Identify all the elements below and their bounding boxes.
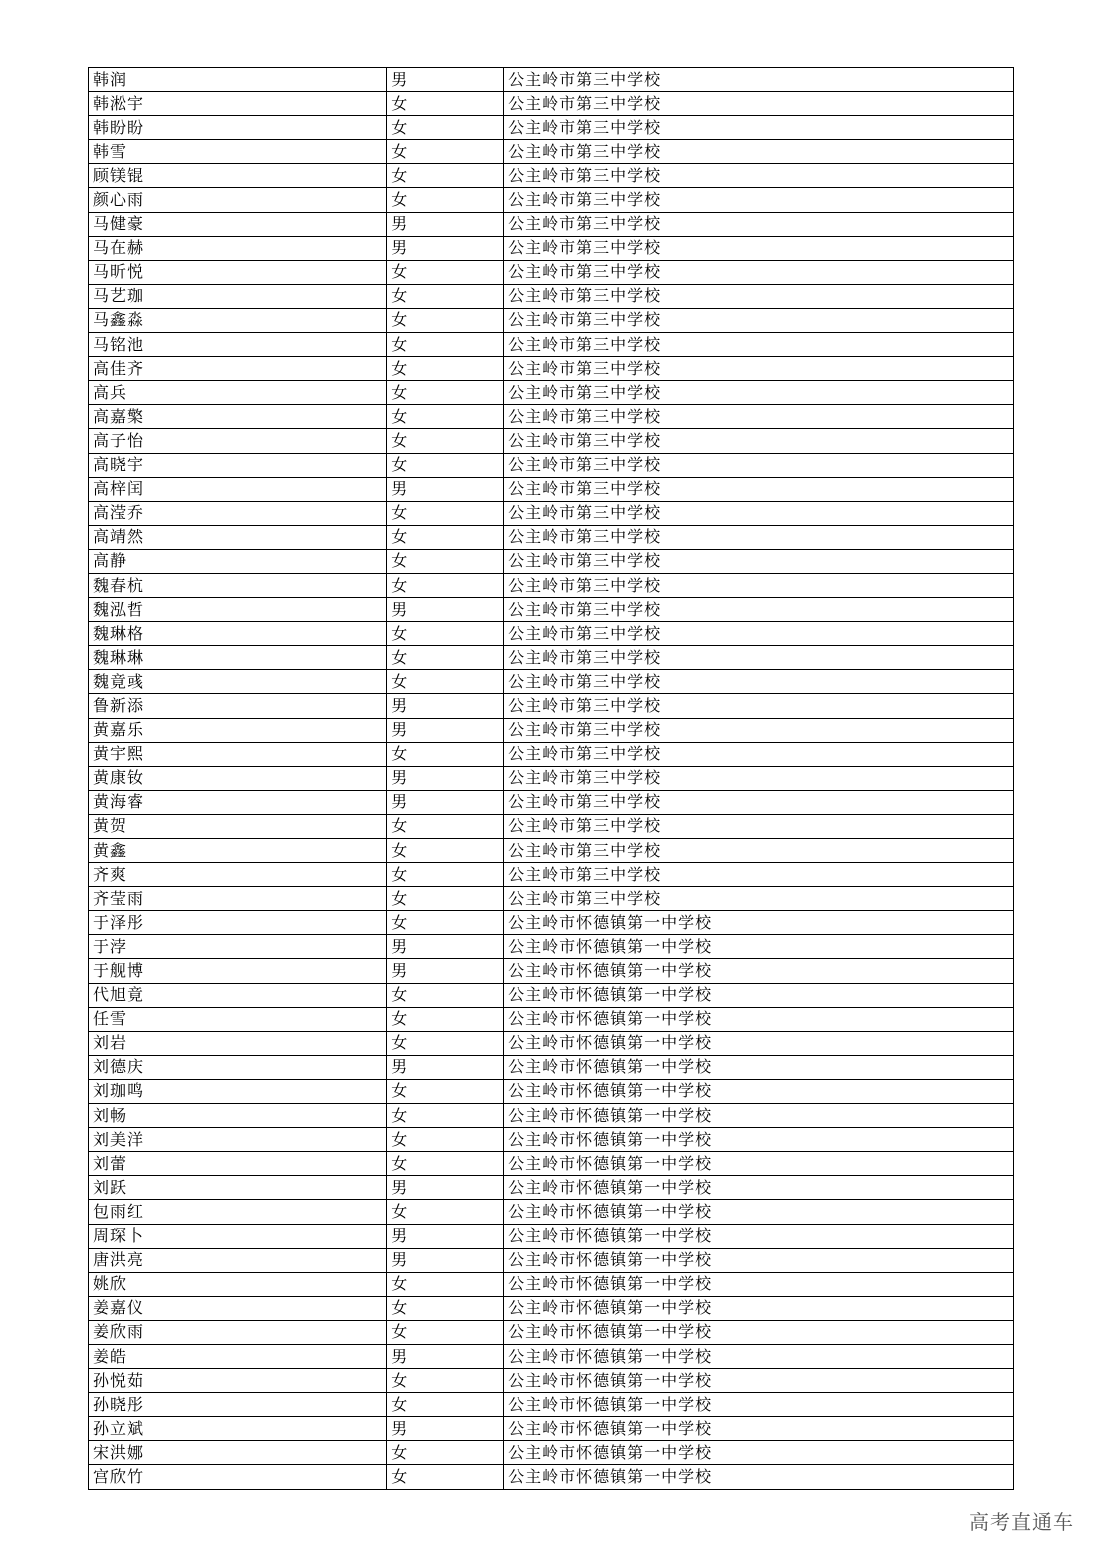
student-name-cell: 颜心雨 (89, 188, 387, 212)
gender-cell: 女 (387, 501, 504, 525)
table-row (89, 983, 1014, 1007)
table-row (89, 1465, 1014, 1489)
table-row (89, 887, 1014, 911)
student-name-cell: 姚欣 (89, 1272, 387, 1296)
gender-cell: 女 (387, 116, 504, 140)
table-row (89, 1128, 1014, 1152)
gender-cell: 女 (387, 911, 504, 935)
table-row (89, 549, 1014, 573)
gender-cell: 女 (387, 188, 504, 212)
school-cell: 公主岭市怀德镇第一中学校 (504, 1320, 1014, 1344)
school-cell: 公主岭市怀德镇第一中学校 (504, 1344, 1014, 1368)
table-row (89, 140, 1014, 164)
school-cell: 公主岭市第三中学校 (504, 92, 1014, 116)
school-cell: 公主岭市第三中学校 (504, 357, 1014, 381)
school-cell: 公主岭市怀德镇第一中学校 (504, 1200, 1014, 1224)
watermark: 高考直通车 (969, 1510, 1074, 1534)
gender-cell: 男 (387, 68, 504, 92)
table-row (89, 501, 1014, 525)
table-row (89, 1320, 1014, 1344)
school-cell: 公主岭市怀德镇第一中学校 (504, 1272, 1014, 1296)
gender-cell: 女 (387, 1296, 504, 1320)
table-row (89, 1031, 1014, 1055)
gender-cell: 女 (387, 1369, 504, 1393)
gender-cell: 女 (387, 1393, 504, 1417)
gender-cell: 女 (387, 1031, 504, 1055)
school-cell: 公主岭市第三中学校 (504, 501, 1014, 525)
school-cell: 公主岭市怀德镇第一中学校 (504, 1465, 1014, 1489)
school-cell: 公主岭市第三中学校 (504, 549, 1014, 573)
table-row (89, 863, 1014, 887)
school-cell: 公主岭市第三中学校 (504, 573, 1014, 597)
school-cell: 公主岭市第三中学校 (504, 839, 1014, 863)
gender-cell: 女 (387, 839, 504, 863)
student-name-cell: 马健豪 (89, 212, 387, 236)
student-name-cell: 高兵 (89, 381, 387, 405)
school-cell: 公主岭市第三中学校 (504, 333, 1014, 357)
table-row (89, 92, 1014, 116)
student-name-cell: 刘岩 (89, 1031, 387, 1055)
table-row (89, 525, 1014, 549)
school-cell: 公主岭市怀德镇第一中学校 (504, 1296, 1014, 1320)
gender-cell: 女 (387, 1320, 504, 1344)
school-cell: 公主岭市第三中学校 (504, 742, 1014, 766)
gender-cell: 女 (387, 887, 504, 911)
gender-cell: 男 (387, 1224, 504, 1248)
table-row (89, 1441, 1014, 1465)
student-name-cell: 于舰博 (89, 959, 387, 983)
gender-cell: 女 (387, 140, 504, 164)
gender-cell: 女 (387, 1465, 504, 1489)
gender-cell: 女 (387, 429, 504, 453)
table-row (89, 1152, 1014, 1176)
gender-cell: 女 (387, 573, 504, 597)
gender-cell: 男 (387, 959, 504, 983)
gender-cell: 女 (387, 164, 504, 188)
table-row (89, 260, 1014, 284)
student-name-cell: 刘畅 (89, 1104, 387, 1128)
student-name-cell: 于浡 (89, 935, 387, 959)
gender-cell: 女 (387, 1007, 504, 1031)
gender-cell: 女 (387, 92, 504, 116)
table-row (89, 1007, 1014, 1031)
student-name-cell: 孙晓彤 (89, 1393, 387, 1417)
student-name-cell: 高晓宇 (89, 453, 387, 477)
school-cell: 公主岭市怀德镇第一中学校 (504, 1007, 1014, 1031)
school-cell: 公主岭市第三中学校 (504, 598, 1014, 622)
table-row (89, 236, 1014, 260)
table-row (89, 116, 1014, 140)
school-cell: 公主岭市第三中学校 (504, 670, 1014, 694)
school-cell: 公主岭市第三中学校 (504, 236, 1014, 260)
gender-cell: 男 (387, 1055, 504, 1079)
table-row (89, 429, 1014, 453)
table-row (89, 1176, 1014, 1200)
table-row (89, 164, 1014, 188)
student-name-cell: 于泽彤 (89, 911, 387, 935)
table-row (89, 1055, 1014, 1079)
school-cell: 公主岭市怀德镇第一中学校 (504, 1393, 1014, 1417)
student-name-cell: 齐莹雨 (89, 887, 387, 911)
table-row (89, 694, 1014, 718)
gender-cell: 男 (387, 935, 504, 959)
table-row (89, 646, 1014, 670)
student-name-cell: 马昕悦 (89, 260, 387, 284)
gender-cell: 女 (387, 405, 504, 429)
student-name-cell: 魏琳琳 (89, 646, 387, 670)
school-cell: 公主岭市第三中学校 (504, 887, 1014, 911)
table-row (89, 1248, 1014, 1272)
table-row (89, 1344, 1014, 1368)
gender-cell: 男 (387, 694, 504, 718)
student-name-cell: 宫欣竹 (89, 1465, 387, 1489)
school-cell: 公主岭市怀德镇第一中学校 (504, 1055, 1014, 1079)
school-cell: 公主岭市第三中学校 (504, 718, 1014, 742)
gender-cell: 女 (387, 670, 504, 694)
table-row (89, 405, 1014, 429)
student-name-cell: 韩淞宇 (89, 92, 387, 116)
school-cell: 公主岭市怀德镇第一中学校 (504, 1079, 1014, 1103)
school-cell: 公主岭市怀德镇第一中学校 (504, 959, 1014, 983)
student-name-cell: 周琛卜 (89, 1224, 387, 1248)
gender-cell: 女 (387, 742, 504, 766)
student-name-cell: 高梓闰 (89, 477, 387, 501)
student-name-cell: 高静 (89, 549, 387, 573)
school-cell: 公主岭市第三中学校 (504, 381, 1014, 405)
school-cell: 公主岭市第三中学校 (504, 260, 1014, 284)
table-row (89, 670, 1014, 694)
gender-cell: 女 (387, 863, 504, 887)
gender-cell: 女 (387, 308, 504, 332)
school-cell: 公主岭市怀德镇第一中学校 (504, 1104, 1014, 1128)
table-row (89, 477, 1014, 501)
table-row (89, 1369, 1014, 1393)
gender-cell: 男 (387, 1176, 504, 1200)
school-cell: 公主岭市第三中学校 (504, 646, 1014, 670)
school-cell: 公主岭市第三中学校 (504, 429, 1014, 453)
student-name-cell: 刘珈鸣 (89, 1079, 387, 1103)
student-name-cell: 孙悦茹 (89, 1369, 387, 1393)
gender-cell: 男 (387, 236, 504, 260)
student-name-cell: 韩润 (89, 68, 387, 92)
student-name-cell: 刘蕾 (89, 1152, 387, 1176)
school-cell: 公主岭市怀德镇第一中学校 (504, 1224, 1014, 1248)
student-name-cell: 顾镁锟 (89, 164, 387, 188)
school-cell: 公主岭市第三中学校 (504, 188, 1014, 212)
student-name-cell: 魏竟彧 (89, 670, 387, 694)
school-cell: 公主岭市怀德镇第一中学校 (504, 983, 1014, 1007)
school-cell: 公主岭市第三中学校 (504, 140, 1014, 164)
school-cell: 公主岭市第三中学校 (504, 405, 1014, 429)
gender-cell: 男 (387, 790, 504, 814)
school-cell: 公主岭市怀德镇第一中学校 (504, 935, 1014, 959)
school-cell: 公主岭市第三中学校 (504, 863, 1014, 887)
school-cell: 公主岭市怀德镇第一中学校 (504, 1152, 1014, 1176)
table-row (89, 1079, 1014, 1103)
table-row (89, 814, 1014, 838)
school-cell: 公主岭市怀德镇第一中学校 (504, 1369, 1014, 1393)
table-row (89, 839, 1014, 863)
gender-cell: 女 (387, 1104, 504, 1128)
gender-cell: 女 (387, 549, 504, 573)
student-name-cell: 高滢乔 (89, 501, 387, 525)
gender-cell: 女 (387, 1079, 504, 1103)
student-name-cell: 鲁新添 (89, 694, 387, 718)
table-row (89, 308, 1014, 332)
student-name-cell: 高子怡 (89, 429, 387, 453)
table-row (89, 1200, 1014, 1224)
table-row (89, 357, 1014, 381)
gender-cell: 女 (387, 260, 504, 284)
table-row (89, 453, 1014, 477)
student-name-cell: 姜欣雨 (89, 1320, 387, 1344)
gender-cell: 女 (387, 1128, 504, 1152)
student-name-cell: 齐爽 (89, 863, 387, 887)
gender-cell: 男 (387, 1417, 504, 1441)
table-row (89, 959, 1014, 983)
school-cell: 公主岭市第三中学校 (504, 308, 1014, 332)
gender-cell: 女 (387, 381, 504, 405)
gender-cell: 女 (387, 983, 504, 1007)
gender-cell: 女 (387, 646, 504, 670)
table-row (89, 935, 1014, 959)
student-name-cell: 刘跃 (89, 1176, 387, 1200)
table-row (89, 1272, 1014, 1296)
student-name-cell: 黄海睿 (89, 790, 387, 814)
school-cell: 公主岭市怀德镇第一中学校 (504, 1176, 1014, 1200)
student-name-cell: 任雪 (89, 1007, 387, 1031)
student-name-cell: 魏春杭 (89, 573, 387, 597)
table-row (89, 790, 1014, 814)
gender-cell: 女 (387, 357, 504, 381)
table-row (89, 1224, 1014, 1248)
school-cell: 公主岭市怀德镇第一中学校 (504, 1417, 1014, 1441)
student-name-cell: 马铭池 (89, 333, 387, 357)
student-name-cell: 刘美洋 (89, 1128, 387, 1152)
student-name-cell: 宋洪娜 (89, 1441, 387, 1465)
school-cell: 公主岭市怀德镇第一中学校 (504, 1031, 1014, 1055)
table-row (89, 1417, 1014, 1441)
gender-cell: 男 (387, 477, 504, 501)
student-name-cell: 高嘉檠 (89, 405, 387, 429)
school-cell: 公主岭市第三中学校 (504, 525, 1014, 549)
school-cell: 公主岭市第三中学校 (504, 68, 1014, 92)
student-name-cell: 包雨红 (89, 1200, 387, 1224)
roster-body (89, 68, 1014, 1490)
table-row (89, 742, 1014, 766)
gender-cell: 男 (387, 766, 504, 790)
student-name-cell: 马鑫淼 (89, 308, 387, 332)
table-row (89, 622, 1014, 646)
school-cell: 公主岭市第三中学校 (504, 622, 1014, 646)
table-row (89, 598, 1014, 622)
student-name-cell: 黄鑫 (89, 839, 387, 863)
school-cell: 公主岭市第三中学校 (504, 212, 1014, 236)
gender-cell: 男 (387, 598, 504, 622)
student-name-cell: 黄嘉乐 (89, 718, 387, 742)
student-name-cell: 魏泓哲 (89, 598, 387, 622)
student-name-cell: 黄宇熙 (89, 742, 387, 766)
table-row (89, 1296, 1014, 1320)
student-name-cell: 马艺珈 (89, 284, 387, 308)
gender-cell: 女 (387, 1441, 504, 1465)
gender-cell: 女 (387, 1200, 504, 1224)
school-cell: 公主岭市怀德镇第一中学校 (504, 911, 1014, 935)
school-cell: 公主岭市第三中学校 (504, 694, 1014, 718)
gender-cell: 男 (387, 718, 504, 742)
gender-cell: 女 (387, 284, 504, 308)
table-row (89, 284, 1014, 308)
gender-cell: 女 (387, 525, 504, 549)
table-row (89, 766, 1014, 790)
school-cell: 公主岭市怀德镇第一中学校 (504, 1128, 1014, 1152)
gender-cell: 男 (387, 1344, 504, 1368)
school-cell: 公主岭市第三中学校 (504, 814, 1014, 838)
student-name-cell: 姜嘉仪 (89, 1296, 387, 1320)
student-name-cell: 韩雪 (89, 140, 387, 164)
student-name-cell: 代旭竟 (89, 983, 387, 1007)
student-name-cell: 黄贺 (89, 814, 387, 838)
gender-cell: 女 (387, 1272, 504, 1296)
school-cell: 公主岭市第三中学校 (504, 766, 1014, 790)
student-name-cell: 刘德庆 (89, 1055, 387, 1079)
gender-cell: 女 (387, 1152, 504, 1176)
student-name-cell: 姜皓 (89, 1344, 387, 1368)
table-row (89, 718, 1014, 742)
table-row (89, 1104, 1014, 1128)
school-cell: 公主岭市第三中学校 (504, 116, 1014, 140)
table-row (89, 381, 1014, 405)
student-name-cell: 高靖然 (89, 525, 387, 549)
school-cell: 公主岭市第三中学校 (504, 284, 1014, 308)
school-cell: 公主岭市怀德镇第一中学校 (504, 1248, 1014, 1272)
gender-cell: 女 (387, 622, 504, 646)
student-roster-table (88, 67, 1014, 1490)
school-cell: 公主岭市第三中学校 (504, 790, 1014, 814)
student-name-cell: 孙立斌 (89, 1417, 387, 1441)
school-cell: 公主岭市第三中学校 (504, 477, 1014, 501)
gender-cell: 女 (387, 333, 504, 357)
table-row (89, 188, 1014, 212)
school-cell: 公主岭市第三中学校 (504, 164, 1014, 188)
student-name-cell: 高佳齐 (89, 357, 387, 381)
student-name-cell: 韩盼盼 (89, 116, 387, 140)
table-row (89, 911, 1014, 935)
gender-cell: 女 (387, 453, 504, 477)
school-cell: 公主岭市第三中学校 (504, 453, 1014, 477)
table-row (89, 68, 1014, 92)
school-cell: 公主岭市怀德镇第一中学校 (504, 1441, 1014, 1465)
student-name-cell: 魏琳格 (89, 622, 387, 646)
gender-cell: 男 (387, 1248, 504, 1272)
table-row (89, 212, 1014, 236)
student-name-cell: 黄康钕 (89, 766, 387, 790)
gender-cell: 女 (387, 814, 504, 838)
gender-cell: 男 (387, 212, 504, 236)
table-row (89, 1393, 1014, 1417)
table-row (89, 573, 1014, 597)
student-name-cell: 唐洪亮 (89, 1248, 387, 1272)
table-row (89, 333, 1014, 357)
student-name-cell: 马在赫 (89, 236, 387, 260)
